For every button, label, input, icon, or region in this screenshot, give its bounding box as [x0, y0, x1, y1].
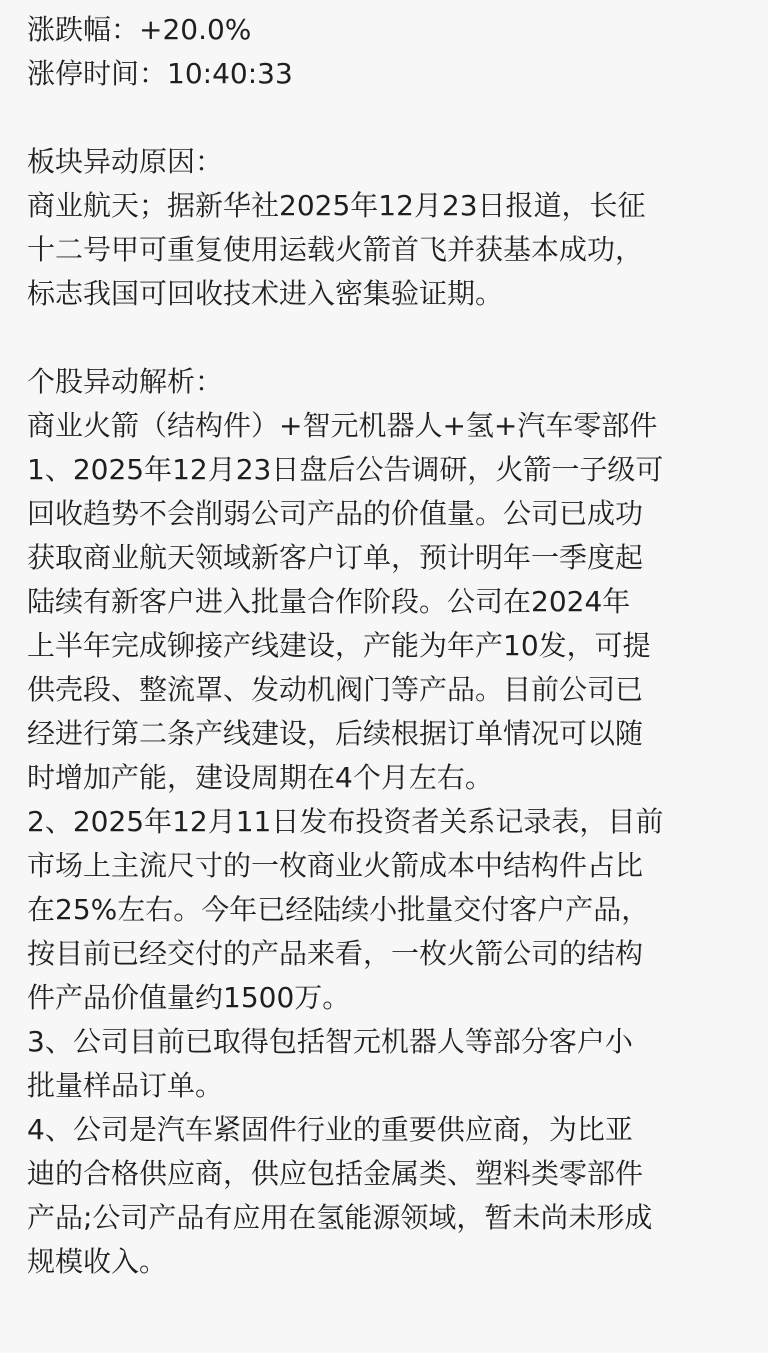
analysis-line: 回收趋势不会削弱公司产品的价值量。公司已成功	[27, 497, 644, 530]
analysis-line: 市场上主流尺寸的一枚商业火箭成本中结构件占比	[27, 849, 644, 882]
analysis-line: 件产品价值量约1500万。	[27, 981, 351, 1014]
analysis-line: 1、2025年12月23日盘后公告调研，火箭一子级可	[27, 453, 664, 486]
sector-reason-line: 标志我国可回收技术进入密集验证期。	[27, 277, 504, 310]
analysis-line: 3、公司目前已取得包括智元机器人等部分客户小	[27, 1025, 633, 1058]
stock-analysis-tags: 商业火箭（结构件）+智元机器人+氢+汽车零部件	[27, 409, 658, 442]
analysis-line: 上半年完成铆接产线建设，产能为年产10发，可提	[27, 629, 651, 662]
paragraph-spacer	[27, 316, 742, 360]
analysis-line: 在25%左右。今年已经陆续小批量交付客户产品，	[27, 893, 650, 926]
analysis-line: 批量样品订单。	[27, 1069, 224, 1102]
analysis-line: 时增加产能，建设周期在4个月左右。	[27, 761, 493, 794]
limit-up-time-line: 涨停时间：10:40:33	[27, 57, 293, 90]
analysis-line: 陆续有新客户进入批量合作阶段。公司在2024年	[27, 585, 631, 618]
analysis-line: 产品;公司产品有应用在氢能源领域，暂未尚未形成	[27, 1201, 653, 1234]
analysis-line: 经进行第二条产线建设，后续根据订单情况可以随	[27, 717, 644, 750]
sector-reason-line: 商业航天；据新华社2025年12月23日报道，长征	[27, 189, 646, 222]
analysis-line: 迪的合格供应商，供应包括金属类、塑料类零部件	[27, 1157, 644, 1190]
sector-reason-line: 十二号甲可重复使用运载火箭首飞并获基本成功，	[27, 233, 644, 266]
sector-reason-heading: 板块异动原因：	[27, 145, 224, 178]
analysis-line: 4、公司是汽车紧固件行业的重要供应商，为比亚	[27, 1113, 633, 1146]
analysis-line: 规模收入。	[27, 1245, 168, 1278]
stock-analysis-heading: 个股异动解析：	[27, 365, 224, 398]
analysis-line: 获取商业航天领域新客户订单，预计明年一季度起	[27, 541, 644, 574]
paragraph-spacer	[27, 96, 742, 140]
analysis-line: 按目前已经交付的产品来看，一枚火箭公司的结构	[27, 937, 644, 970]
analysis-line: 2、2025年12月11日发布投资者关系记录表，目前	[27, 805, 664, 838]
analysis-line: 供壳段、整流罩、发动机阀门等产品。目前公司已	[27, 673, 644, 706]
price-change-line: 涨跌幅：+20.0%	[27, 13, 252, 46]
